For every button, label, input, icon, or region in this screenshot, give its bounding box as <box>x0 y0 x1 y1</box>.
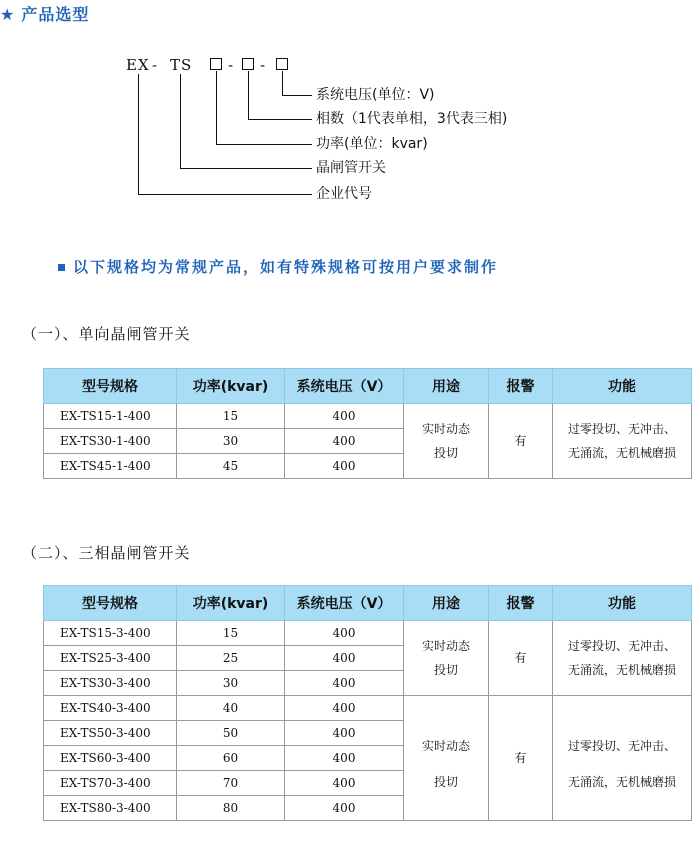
cell-alarm: 有 <box>489 696 553 821</box>
table-row <box>44 696 692 721</box>
use-line1: 实时动态 <box>421 639 470 653</box>
connector-prefix-v <box>138 74 139 194</box>
table-three-phase <box>43 585 692 821</box>
table-header-row <box>44 586 692 621</box>
cell-model: EX-TS30-3-400 <box>44 671 177 696</box>
connector-voltage-h <box>282 95 312 96</box>
cell-use <box>404 696 489 821</box>
code-dash-1: - <box>152 56 158 74</box>
cell-voltage: 400 <box>285 429 404 454</box>
legend-voltage: 系统电压(单位：V) <box>316 87 435 103</box>
connector-prefix-h <box>138 194 312 195</box>
function-line1: 过零投切、无冲击、 <box>567 639 676 653</box>
cell-model: EX-TS45-1-400 <box>44 454 177 479</box>
function-line2: 无涌流，无机械磨损 <box>567 446 676 460</box>
cell-voltage: 400 <box>285 721 404 746</box>
legend-phase: 相数（1代表单相，3代表三相) <box>316 111 508 127</box>
model-code-diagram <box>0 40 700 220</box>
function-line2: 无涌流，无机械磨损 <box>567 663 676 677</box>
cell-voltage: 400 <box>285 671 404 696</box>
connector-phase-v <box>248 71 249 119</box>
table1-heading: （一）、单向晶闸管开关 <box>22 325 191 343</box>
code-box-power <box>210 58 222 70</box>
table-single-phase <box>43 368 692 479</box>
cell-model: EX-TS40-3-400 <box>44 696 177 721</box>
connector-voltage-v <box>282 71 283 95</box>
use-line2: 投切 <box>433 663 458 677</box>
code-dash-2: - <box>228 56 234 74</box>
cell-model: EX-TS50-3-400 <box>44 721 177 746</box>
cell-power: 60 <box>177 746 285 771</box>
cell-power: 30 <box>177 671 285 696</box>
cell-power: 40 <box>177 696 285 721</box>
col-model: 型号规格 <box>44 586 177 621</box>
cell-model: EX-TS30-1-400 <box>44 429 177 454</box>
cell-power: 15 <box>177 621 285 646</box>
use-line1: 实时动态 <box>421 422 470 436</box>
cell-voltage: 400 <box>285 796 404 821</box>
cell-voltage: 400 <box>285 454 404 479</box>
col-voltage: 系统电压（V） <box>285 369 404 404</box>
square-bullet-icon <box>58 264 65 271</box>
col-alarm: 报警 <box>489 586 553 621</box>
cell-voltage: 400 <box>285 646 404 671</box>
function-line1: 过零投切、无冲击、 <box>567 739 676 753</box>
col-use: 用途 <box>404 369 489 404</box>
connector-series-h <box>180 168 312 169</box>
connector-series-v <box>180 74 181 168</box>
notice-text: 以下规格均为常规产品，如有特殊规格可按用户要求制作 <box>73 258 499 276</box>
cell-voltage: 400 <box>285 696 404 721</box>
function-line1: 过零投切、无冲击、 <box>567 422 676 436</box>
col-use: 用途 <box>404 586 489 621</box>
col-alarm: 报警 <box>489 369 553 404</box>
col-model: 型号规格 <box>44 369 177 404</box>
legend-thyristor: 晶闸管开关 <box>316 160 386 176</box>
code-box-phase <box>242 58 254 70</box>
code-prefix: EX <box>126 56 150 74</box>
connector-phase-h <box>248 119 312 120</box>
connector-power-v <box>216 71 217 144</box>
use-line1: 实时动态 <box>421 739 470 753</box>
code-series: TS <box>170 56 193 74</box>
col-function: 功能 <box>553 369 692 404</box>
table2-heading: （二）、三相晶闸管开关 <box>22 544 191 562</box>
function-line2: 无涌流，无机械磨损 <box>567 775 676 789</box>
cell-function <box>553 404 692 479</box>
code-box-voltage <box>276 58 288 70</box>
table-row <box>44 404 692 429</box>
col-power: 功率(kvar) <box>177 586 285 621</box>
cell-voltage: 400 <box>285 404 404 429</box>
cell-power: 50 <box>177 721 285 746</box>
cell-function <box>553 696 692 821</box>
notice <box>58 256 498 277</box>
cell-voltage: 400 <box>285 621 404 646</box>
use-line2: 投切 <box>433 775 458 789</box>
use-line2: 投切 <box>433 446 458 460</box>
legend-company: 企业代号 <box>316 186 372 202</box>
cell-model: EX-TS80-3-400 <box>44 796 177 821</box>
table-header-row <box>44 369 692 404</box>
cell-power: 30 <box>177 429 285 454</box>
cell-model: EX-TS60-3-400 <box>44 746 177 771</box>
cell-alarm: 有 <box>489 621 553 696</box>
section-title <box>0 2 89 24</box>
cell-model: EX-TS25-3-400 <box>44 646 177 671</box>
cell-function <box>553 621 692 696</box>
cell-power: 15 <box>177 404 285 429</box>
cell-use <box>404 621 489 696</box>
cell-use <box>404 404 489 479</box>
cell-power: 70 <box>177 771 285 796</box>
cell-voltage: 400 <box>285 771 404 796</box>
col-voltage: 系统电压（V） <box>285 586 404 621</box>
code-dash-3: - <box>260 56 266 74</box>
star-icon: ★ <box>0 5 16 24</box>
connector-power-h <box>216 144 312 145</box>
cell-power: 45 <box>177 454 285 479</box>
cell-power: 80 <box>177 796 285 821</box>
table-row <box>44 621 692 646</box>
col-power: 功率(kvar) <box>177 369 285 404</box>
cell-power: 25 <box>177 646 285 671</box>
section-title-text: 产品选型 <box>21 5 90 24</box>
cell-voltage: 400 <box>285 746 404 771</box>
col-function: 功能 <box>553 586 692 621</box>
cell-alarm: 有 <box>489 404 553 479</box>
cell-model: EX-TS15-1-400 <box>44 404 177 429</box>
cell-model: EX-TS70-3-400 <box>44 771 177 796</box>
legend-power: 功率(单位：kvar) <box>316 136 428 152</box>
cell-model: EX-TS15-3-400 <box>44 621 177 646</box>
